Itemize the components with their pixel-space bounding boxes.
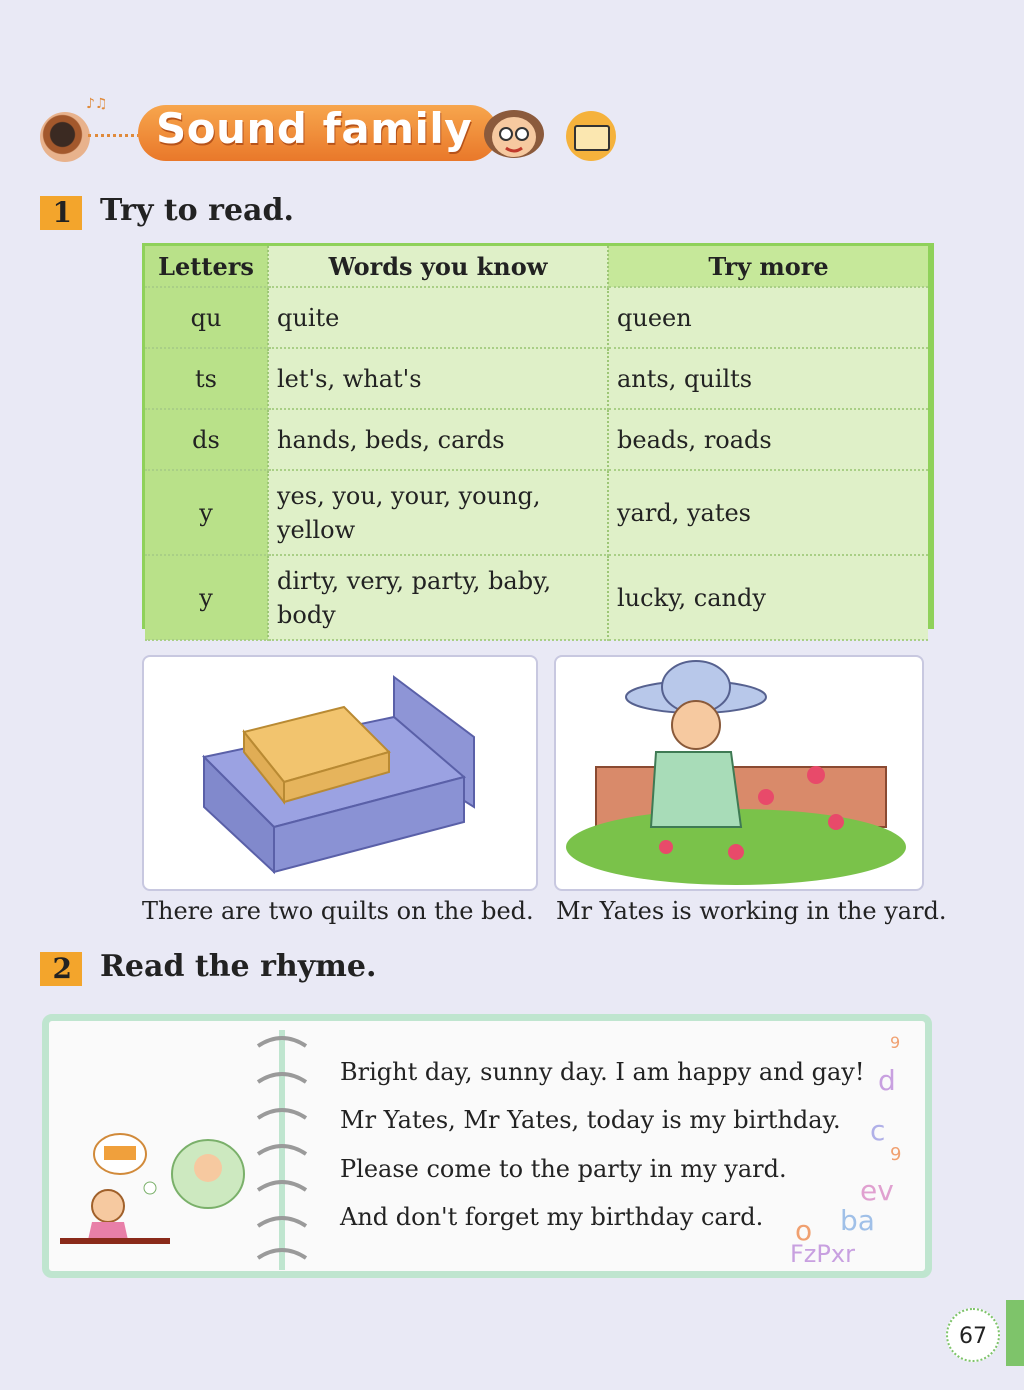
bed-picture xyxy=(142,655,538,891)
svg-text:c: c xyxy=(870,1114,886,1147)
girl-phone-illustration xyxy=(60,1130,250,1250)
rhyme-line: Mr Yates, Mr Yates, today is my birthday. xyxy=(340,1106,841,1134)
phonics-table xyxy=(142,243,934,629)
cell-more-words: lucky, candy xyxy=(608,555,928,640)
page-title: Sound family xyxy=(156,104,473,153)
section-number: 1 xyxy=(40,196,82,230)
rhyme-line: And don't forget my birthday card. xyxy=(340,1203,764,1231)
section-title: Read the rhyme. xyxy=(100,949,377,984)
bed-with-quilts-illustration xyxy=(144,657,536,889)
cell-known-words: quite xyxy=(268,287,608,348)
svg-text:FzPxr: FzPxr xyxy=(790,1240,855,1266)
table-row xyxy=(145,287,928,348)
man-in-garden-illustration xyxy=(556,657,922,889)
table-row xyxy=(145,409,928,470)
svg-text:o: o xyxy=(795,1214,813,1247)
cell-more-words: queen xyxy=(608,287,928,348)
page-number: 67 xyxy=(946,1308,1000,1362)
caption-bed: There are two quilts on the bed. xyxy=(142,897,534,925)
cell-known-words: hands, beds, cards xyxy=(268,409,608,470)
section-title: Try to read. xyxy=(100,193,294,228)
cell-known-words: yes, you, your, young, yellow xyxy=(268,470,608,555)
header-words-you-know: Words you know xyxy=(268,246,608,287)
cell-more-words: beads, roads xyxy=(608,409,928,470)
caption-garden: Mr Yates is working in the yard. xyxy=(556,897,947,925)
cassette-icon xyxy=(574,125,610,151)
svg-text:ba: ba xyxy=(840,1204,875,1237)
table-row xyxy=(145,555,928,640)
header-letters: Letters xyxy=(145,246,268,287)
svg-text:d: d xyxy=(878,1064,896,1097)
section-number: 2 xyxy=(40,952,82,986)
header-try-more: Try more xyxy=(608,246,928,287)
floating-letters-decoration xyxy=(790,1030,920,1266)
cell-letters: qu xyxy=(145,287,268,348)
rhyme-line: Please come to the party in my yard. xyxy=(340,1155,787,1183)
boy-face-icon xyxy=(478,104,550,162)
dotted-connector xyxy=(88,134,140,137)
svg-text:9: 9 xyxy=(890,1033,901,1052)
svg-text:9: 9 xyxy=(890,1144,902,1165)
garden-picture xyxy=(554,655,924,891)
cell-letters: ds xyxy=(145,409,268,470)
speaker-icon xyxy=(40,112,90,162)
table-row xyxy=(145,470,928,555)
rhyme-line: Bright day, sunny day. I am happy and gay! xyxy=(340,1058,865,1086)
cell-known-words: let's, what's xyxy=(268,348,608,409)
svg-text:ev: ev xyxy=(860,1174,894,1207)
table-row xyxy=(145,348,928,409)
cell-letters: y xyxy=(145,555,268,640)
music-note-icon: ♪♫ xyxy=(86,96,108,112)
cell-more-words: ants, quilts xyxy=(608,348,928,409)
cell-more-words: yard, yates xyxy=(608,470,928,555)
cell-letters: ts xyxy=(145,348,268,409)
cell-known-words: dirty, very, party, baby, body xyxy=(268,555,608,640)
page-tab xyxy=(1006,1300,1024,1366)
spiral-binding-icon xyxy=(250,1030,320,1270)
cell-letters: y xyxy=(145,470,268,555)
